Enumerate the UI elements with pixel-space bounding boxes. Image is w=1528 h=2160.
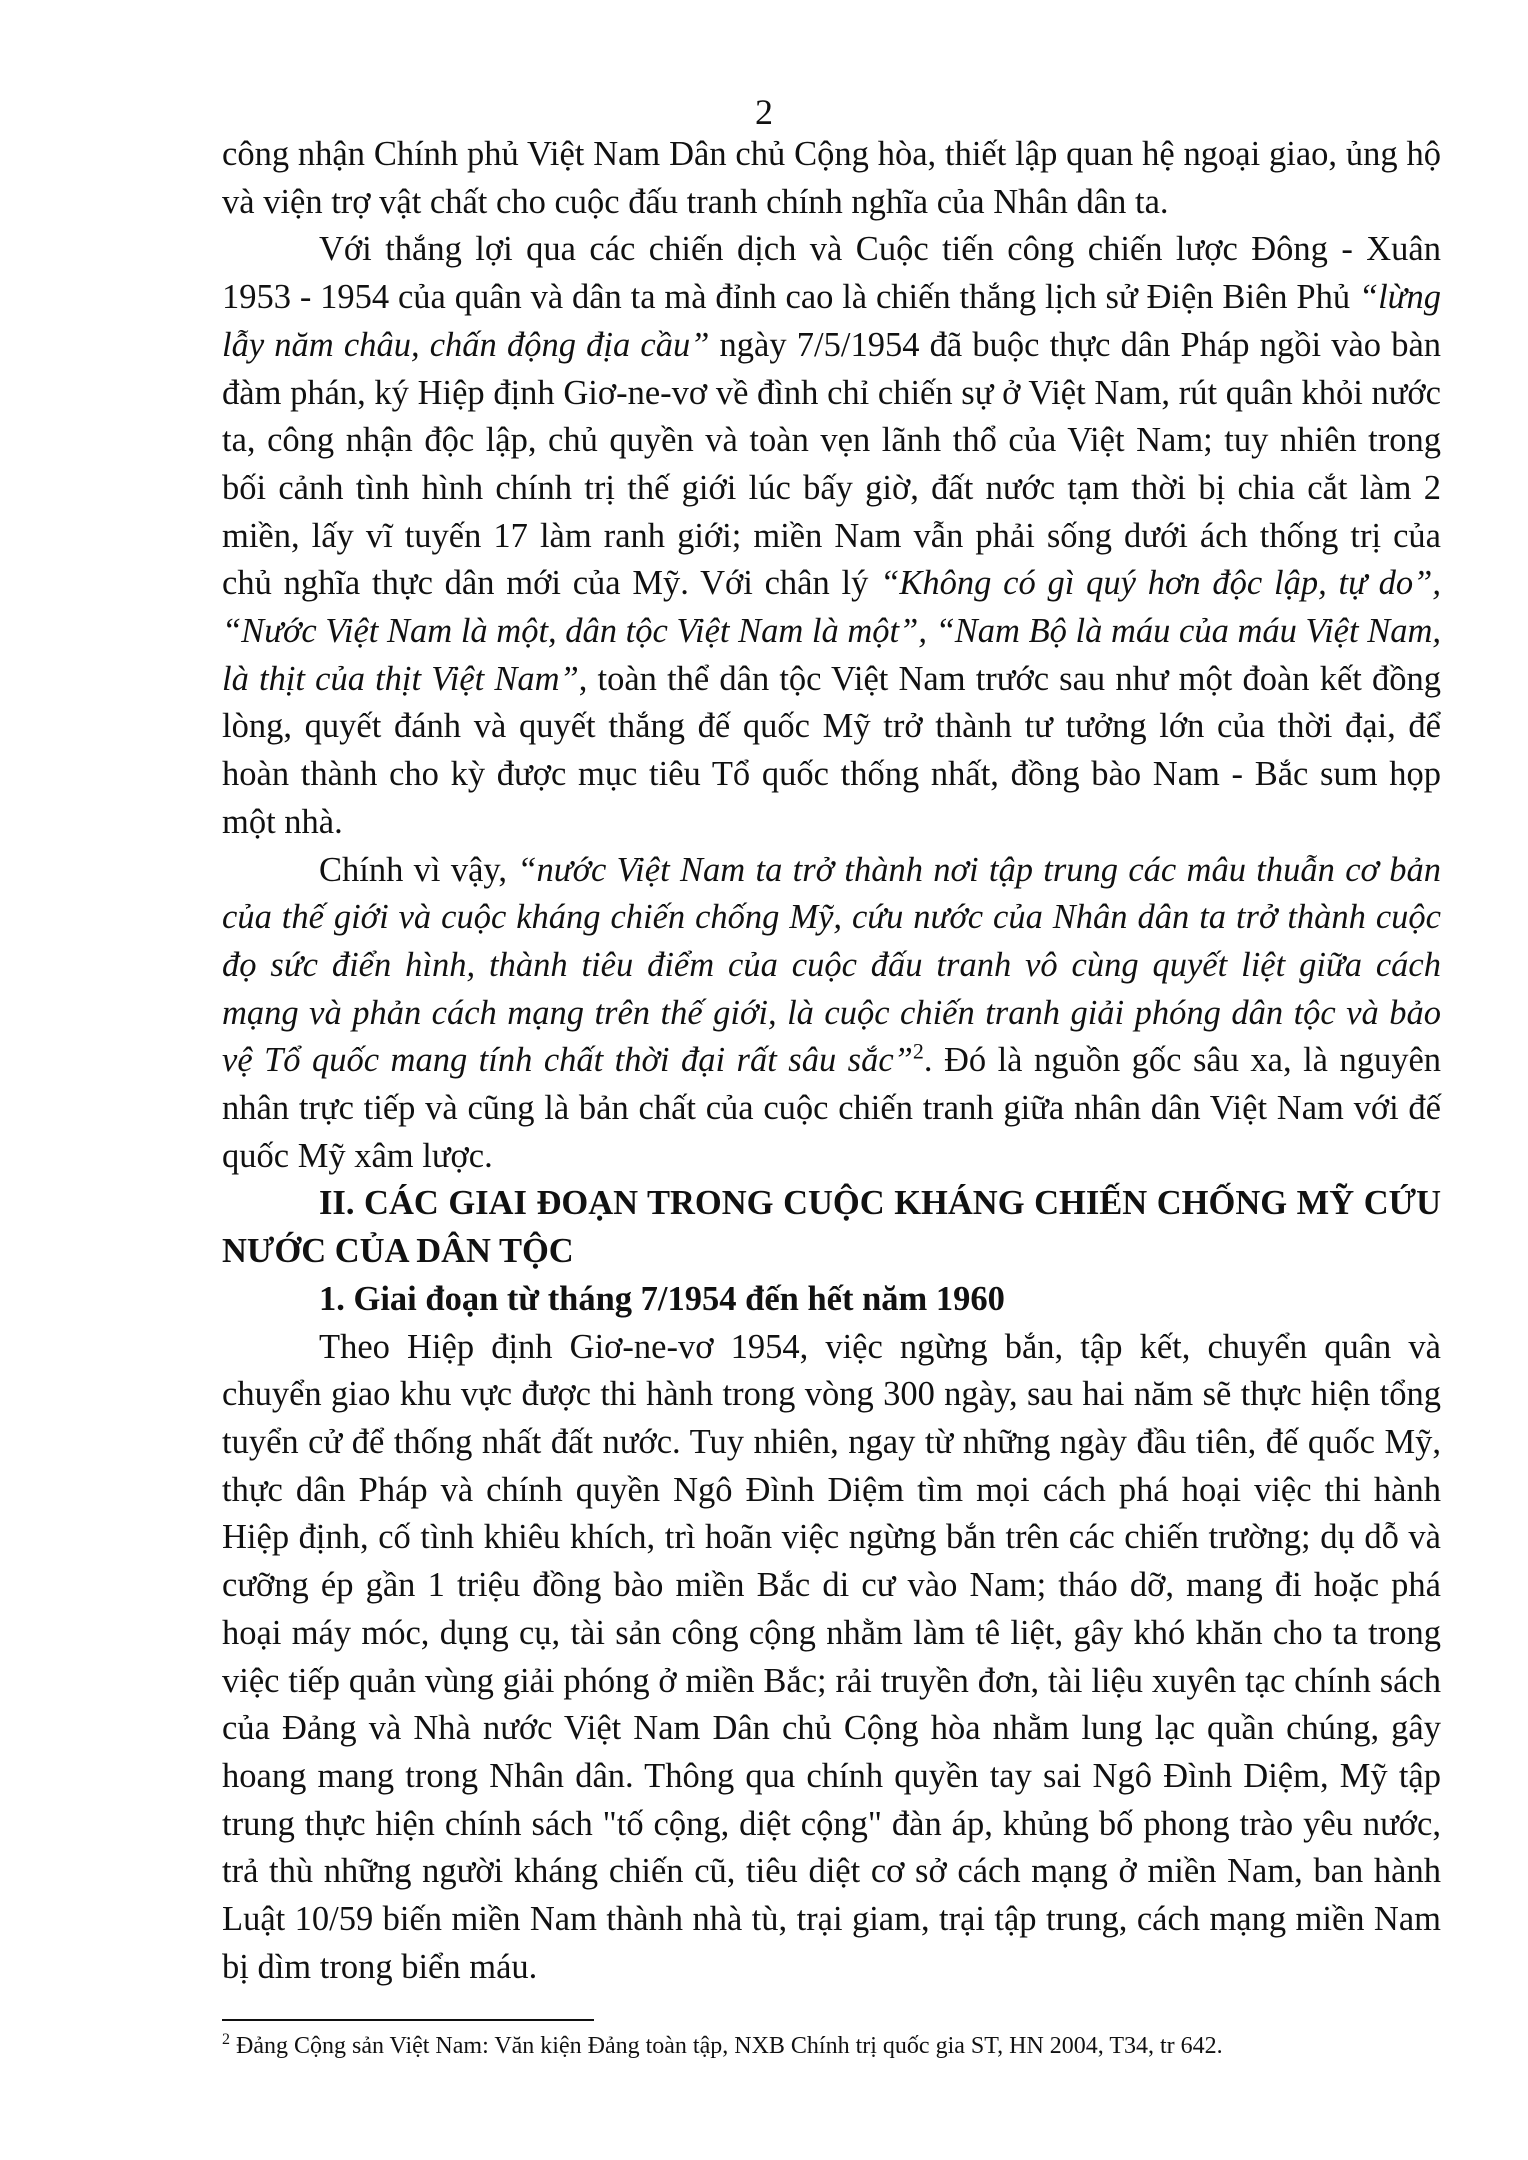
- section-heading: [222, 1180, 1441, 1275]
- page-number: 2: [755, 92, 773, 132]
- text-run: . Đó là nguồn gốc sâu xa, là nguyên nhân trực tiếp và cũng là bản chất của cuộc chiến tranh giữa nhân dân Việt Nam với đế quốc Mỹ xâm lược.: [222, 1041, 1442, 1175]
- text-run: 1. Giai đoạn từ tháng 7/1954 đến hết năm 1960: [319, 1279, 1005, 1318]
- footnote-marker: 2: [222, 2031, 230, 2048]
- footnote: [222, 2030, 1441, 2062]
- paragraph: [222, 131, 1441, 226]
- quoted-text: “nước Việt Nam ta trở thành nơi tập trung các mâu thuẫn cơ bản của thế giới và cuộc kháng chiến chống Mỹ, cứu nước của Nhân dân ta trở thành cuộc đọ sức điển hình, thành tiêu điểm của cuộc đấu tranh vô cùng quyết liệt giữa cách mạng và phản cách mạng trên thế giới, là cuộc chiến tranh giải phóng dân tộc và bảo vệ Tổ quốc mang tính chất thời đại rất sâu sắc”: [222, 850, 1441, 1080]
- text-run: công nhận Chính phủ Việt Nam Dân chủ Cộng hòa, thiết lập quan hệ ngoại giao, ủng hộ và viện trợ vật chất cho cuộc đấu tranh chính nghĩa của Nhân dân ta.: [222, 135, 1441, 221]
- body-text: [222, 131, 1441, 1991]
- footnote-text: Đảng Cộng sản Việt Nam: Văn kiện Đảng toàn tập, NXB Chính trị quốc gia ST, HN 2004, T34, tr 642.: [230, 2033, 1223, 2059]
- quoted-text: “Không có gì quý hơn độc lập, tự do”, “Nước Việt Nam là một, dân tộc Việt Nam là một”, “Nam Bộ là máu của máu Việt Nam, là thịt của thịt Việt Nam”: [222, 564, 1441, 698]
- text-run: Với thắng lợi qua các chiến dịch và Cuộc tiến công chiến lược Đông - Xuân 1953 - 1954 của quân và dân ta mà đỉnh cao là chiến thắng lịch sử Điện Biên Phủ: [222, 230, 1441, 317]
- section-heading: [222, 1276, 1441, 1324]
- quoted-text: “lừng lẫy năm châu, chấn động địa cầu”: [222, 278, 1441, 364]
- footnote-reference: 2: [912, 1038, 924, 1064]
- text-run: Chính vì vậy,: [319, 850, 518, 889]
- paragraph: [222, 226, 1441, 846]
- paragraph: [222, 847, 1441, 1181]
- text-run: II. CÁC GIAI ĐOẠN TRONG CUỘC KHÁNG CHIẾN CHỐNG MỸ CỨU NƯỚC CỦA DÂN TỘC: [222, 1184, 1441, 1271]
- text-run: Theo Hiệp định Giơ-ne-vơ 1954, việc ngừng bắn, tập kết, chuyển quân và chuyển giao khu vực được thi hành trong vòng 300 ngày, sau hai năm sẽ thực hiện tổng tuyển cử để thống nhất đất nước. Tuy nhiên, ngay từ những ngày đầu tiên, đế quốc Mỹ, thực dân Pháp và chính quyền Ngô Đình Diệm tìm mọi cách phá hoại việc thi hành Hiệp định, cố tình khiêu khích, trì hoãn việc ngừng bắn trên các chiến trường; dụ dỗ và cưỡng ép gần 1 triệu đồng bào miền Bắc di cư vào Nam; tháo dỡ, mang đi hoặc phá hoại máy móc, dụng cụ, tài sản công cộng nhằm làm tê liệt, gây khó khăn cho ta trong việc tiếp quản vùng giải phóng ở miền Bắc; rải truyền đơn, tài liệu xuyên tạc chính sách của Đảng và Nhà nước Việt Nam Dân chủ Cộng hòa nhằm lung lạc quần chúng, gây hoang mang trong Nhân dân. Thông qua chính quyền tay sai Ngô Đình Diệm, Mỹ tập trung thực hiện chính sách "tố cộng, diệt cộng" đàn áp, khủng bố phong trào yêu nước, trả thù những người kháng chiến cũ, tiêu diệt cơ sở cách mạng ở miền Nam, ban hành Luật 10/59 biến miền Nam thành nhà tù, trại giam, trại tập trung, cách mạng miền Nam bị dìm trong biển máu.: [222, 1327, 1441, 1986]
- text-run: , toàn thể dân tộc Việt Nam trước sau như một đoàn kết đồng lòng, quyết đánh và quyết thắng đế quốc Mỹ trở thành tư tưởng lớn của thời đại, để hoàn thành cho kỳ được mục tiêu Tổ quốc thống nhất, đồng bào Nam - Bắc sum họp một nhà.: [222, 659, 1441, 841]
- text-run: ngày 7/5/1954 đã buộc thực dân Pháp ngồi vào bàn đàm phán, ký Hiệp định Giơ-ne-vơ về đình chỉ chiến sự ở Việt Nam, rút quân khỏi nước ta, công nhận độc lập, chủ quyền và toàn vẹn lãnh thổ của Việt Nam; tuy nhiên trong bối cảnh tình hình chính trị thế giới lúc bấy giờ, đất nước tạm thời bị chia cắt làm 2 miền, lấy vĩ tuyến 17 làm ranh giới; miền Nam vẫn phải sống dưới ách thống trị của chủ nghĩa thực dân mới của Mỹ. Với chân lý: [222, 325, 1442, 603]
- paragraph: [222, 1324, 1441, 1992]
- footnote-separator: [222, 2019, 594, 2021]
